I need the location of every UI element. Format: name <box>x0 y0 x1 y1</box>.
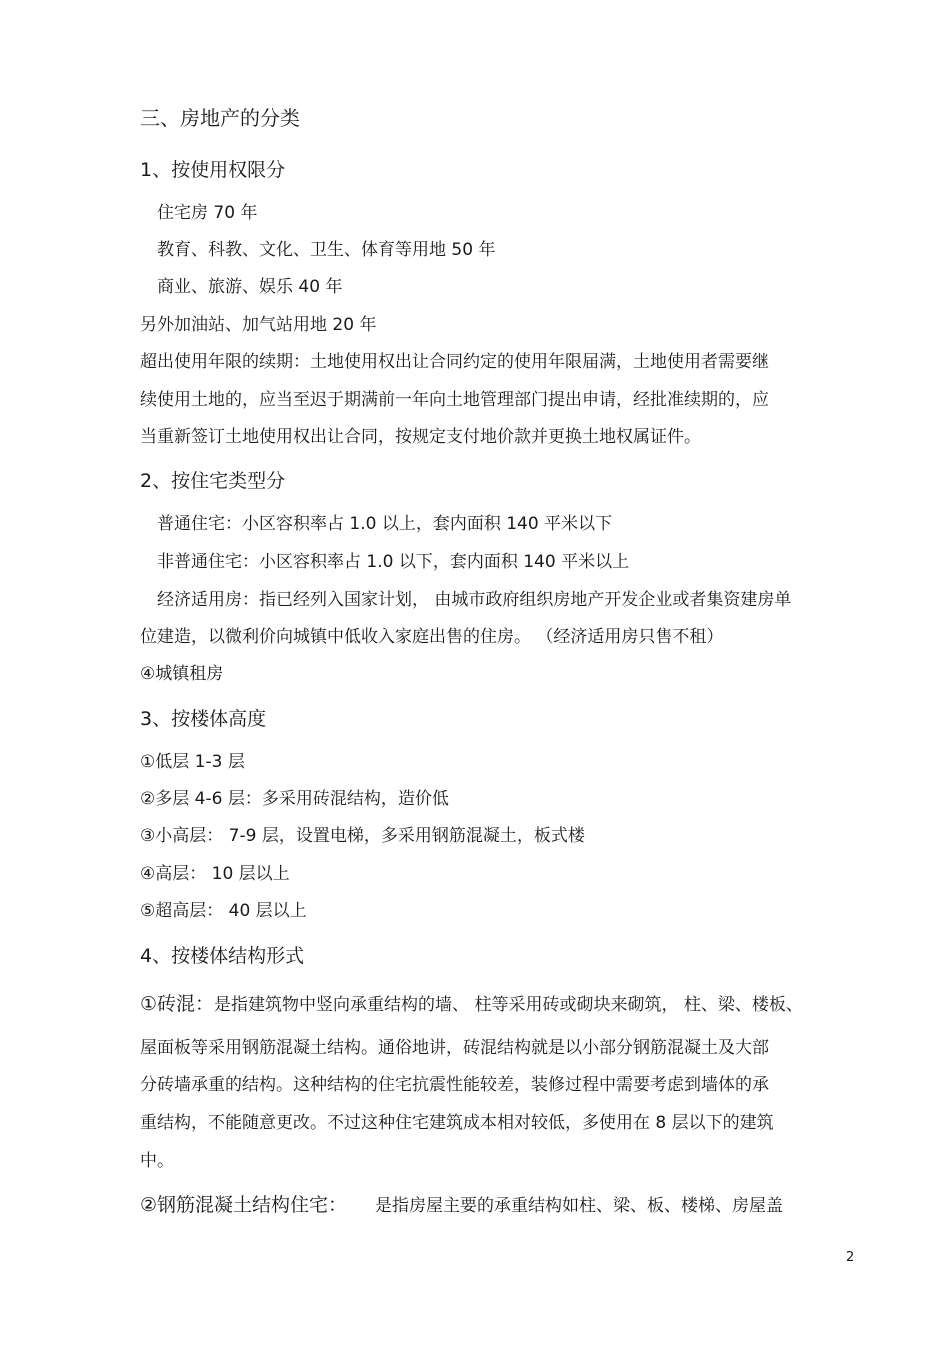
text-line: 非普通住宅：小区容积率占 1.0 以下，套内面积 140 平米以上 <box>157 552 630 572</box>
paragraph-1-lead: ①砖混： <box>140 993 215 1015</box>
heading-2: 2、按住宅类型分 <box>140 470 286 492</box>
heading-3: 3、按楼体高度 <box>140 708 267 730</box>
text-line: 分砖墙承重的结构。这种结构的住宅抗震性能较差，装修过程中需要考虑到墙体的承 <box>140 1075 769 1095</box>
paragraph-1-first-line <box>140 993 803 1016</box>
heading-1: 1、按使用权限分 <box>140 159 286 181</box>
paragraph-2-first-line <box>140 1194 783 1217</box>
text-line: ④高层： 10 层以上 <box>140 864 290 884</box>
heading-4: 4、按楼体结构形式 <box>140 945 305 967</box>
text-line: 普通住宅：小区容积率占 1.0 以上，套内面积 140 平米以下 <box>157 514 613 534</box>
text-line: ②多层 4-6 层：多采用砖混结构，造价低 <box>140 789 449 809</box>
paragraph-2-text: 是指房屋主要的承重结构如柱、梁、板、楼梯、房屋盖 <box>375 1196 784 1216</box>
page-number: 2 <box>846 1250 855 1265</box>
text-line: 屋面板等采用钢筋混凝土结构。通俗地讲，砖混结构就是以小部分钢筋混凝土及大部 <box>140 1038 769 1058</box>
text-line: 住宅房 70 年 <box>157 203 258 223</box>
text-line: 续使用土地的，应当至迟于期满前一年向土地管理部门提出申请，经批准续期的，应 <box>140 390 769 410</box>
text-line: 超出使用年限的续期：土地使用权出让合同约定的使用年限届满，土地使用者需要继 <box>140 352 769 372</box>
text-line: ④城镇租房 <box>140 664 224 684</box>
text-line: 教育、科教、文化、卫生、体育等用地 50 年 <box>157 240 496 260</box>
paragraph-1-text: 是指建筑物中竖向承重结构的墙、 柱等采用砖或砌块来砌筑， 柱、梁、楼板、 <box>214 995 803 1015</box>
text-line: 另外加油站、加气站用地 20 年 <box>140 315 377 335</box>
section-title: 三、房地产的分类 <box>140 106 300 130</box>
text-line: ⑤超高层： 40 层以上 <box>140 901 307 921</box>
text-line: ①低层 1-3 层 <box>140 752 245 772</box>
text-line: ③小高层： 7-9 层，设置电梯，多采用钢筋混凝土，板式楼 <box>140 826 585 846</box>
text-line: 中。 <box>140 1151 174 1171</box>
text-line: 经济适用房：指已经列入国家计划， 由城市政府组织房地产开发企业或者集资建房单 <box>157 590 792 610</box>
text-line: 商业、旅游、娱乐 40 年 <box>157 277 343 297</box>
text-line: 重结构，不能随意更改。不过这种住宅建筑成本相对较低，多使用在 8 层以下的建筑 <box>140 1113 774 1133</box>
text-line: 当重新签订土地使用权出让合同，按规定支付地价款并更换土地权属证件。 <box>140 427 701 447</box>
text-line: 位建造，以微利价向城镇中低收入家庭出售的住房。 （经济适用房只售不租） <box>140 627 724 647</box>
paragraph-2-lead: ②钢筋混凝土结构住宅： <box>140 1194 348 1216</box>
